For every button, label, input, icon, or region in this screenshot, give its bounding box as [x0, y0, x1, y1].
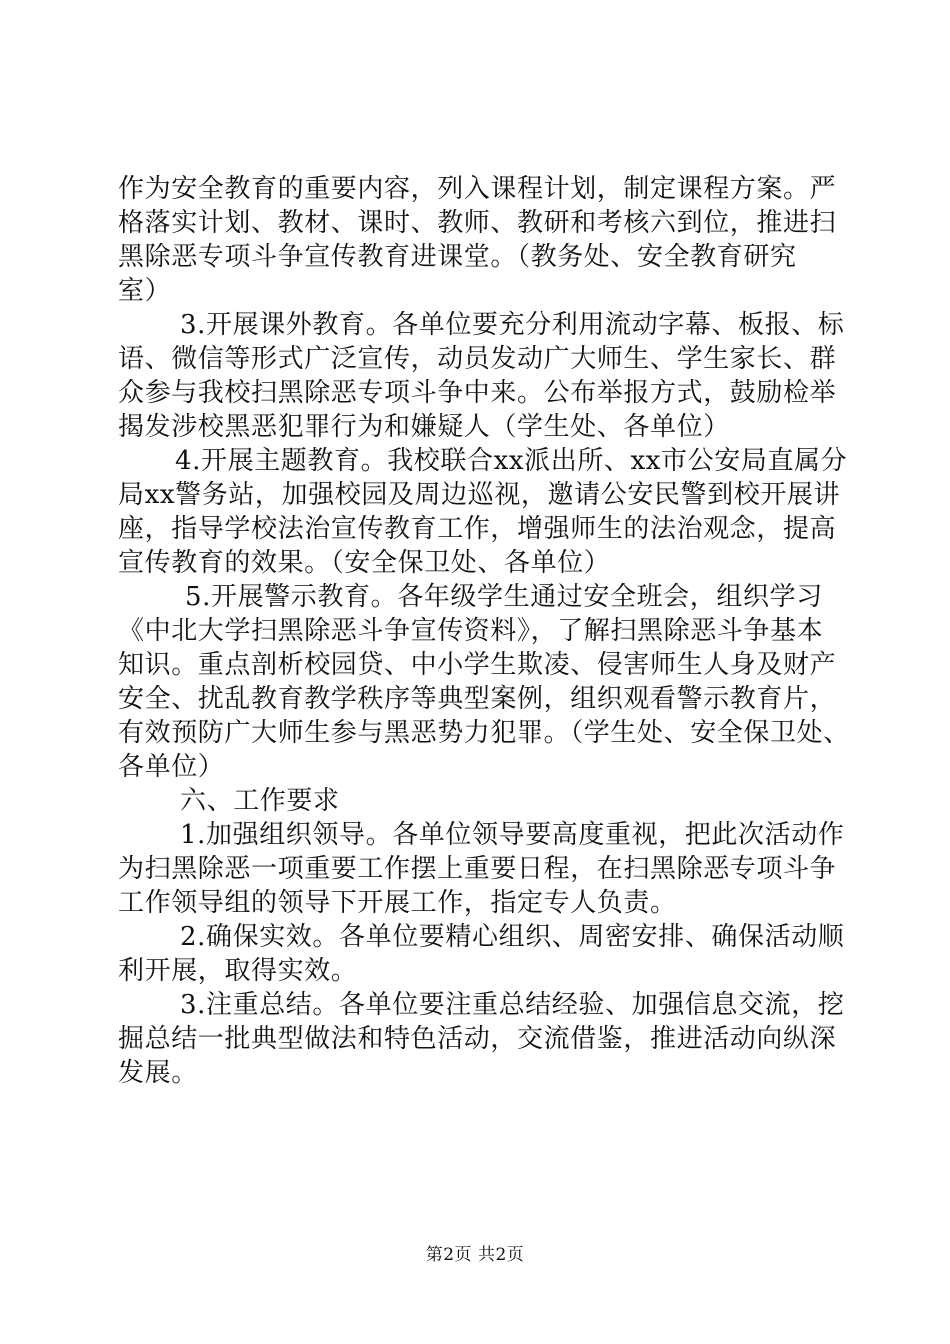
text-line: 格落实计划、教材、课时、教师、教研和考核六到位，推进扫: [118, 208, 837, 238]
paragraph-start-line: 3.注重总结。各单位要注重总结经验、加强信息交流，挖: [180, 990, 845, 1020]
text-line: 《中北大学扫黑除恶斗争宣传资料》，了解扫黑除恶斗争基本: [118, 616, 824, 646]
text-line: 黑除恶专项斗争宣传教育进课堂。（教务处、安全教育研究: [118, 242, 797, 272]
page-footer: [0, 1244, 950, 1266]
text-line: 作为安全教育的重要内容，列入课程计划，制定课程方案。严: [118, 174, 837, 204]
paragraph-start-line: 2.确保实效。各单位要精心组织、周密安排、确保活动顺: [180, 922, 845, 952]
text-line: 工作领导组的领导下开展工作，指定专人负责。: [118, 888, 677, 918]
page-number: 第2页 共2页: [425, 1245, 525, 1265]
text-line: 发展。: [118, 1058, 198, 1088]
text-line: 掘总结一批典型做法和特色活动，交流借鉴，推进活动向纵深: [118, 1024, 837, 1054]
paragraph-start-line: 4.开展主题教育。我校联合xx派出所、xx市公安局直属分: [175, 446, 848, 476]
text-line: 为扫黑除恶一项重要工作摆上重要日程，在扫黑除恶专项斗争: [118, 854, 837, 884]
text-line: 知识。重点剖析校园贷、中小学生欺凌、侵害师生人身及财产: [118, 650, 837, 680]
text-line: 宣传教育的效果。（安全保卫处、各单位）: [118, 548, 611, 578]
text-line: 有效预防广大师生参与黑恶势力犯罪。（学生处、安全保卫处、: [118, 718, 850, 748]
text-line: 利开展，取得实效。: [118, 956, 358, 986]
text-line: 局xx警务站，加强校园及周边巡视，邀请公安民警到校开展讲: [118, 480, 841, 510]
text-line: 语、微信等形式广泛宣传，动员发动广大师生、学生家长、群: [118, 344, 837, 374]
paragraph-start-line: 5.开展警示教育。各年级学生通过安全班会，组织学习: [185, 582, 823, 612]
text-line: 座，指导学校法治宣传教育工作，增强师生的法治观念，提高: [118, 514, 837, 544]
text-line: 揭发涉校黑恶犯罪行为和嫌疑人（学生处、各单位）: [118, 412, 730, 442]
text-line: 安全、扰乱教育教学秩序等典型案例，组织观看警示教育片，: [118, 684, 837, 714]
text-line: 众参与我校扫黑除恶专项斗争中来。公布举报方式，鼓励检举: [118, 378, 837, 408]
document-body: [118, 172, 850, 1090]
section-heading: 六、工作要求: [180, 786, 340, 816]
text-line: 室）: [118, 276, 172, 306]
paragraph-start-line: 1.加强组织领导。各单位领导要高度重视，把此次活动作: [180, 820, 845, 850]
paragraph-start-line: 3.开展课外教育。各单位要充分利用流动字幕、板报、标: [180, 310, 845, 340]
text-line: 各单位）: [118, 752, 225, 782]
